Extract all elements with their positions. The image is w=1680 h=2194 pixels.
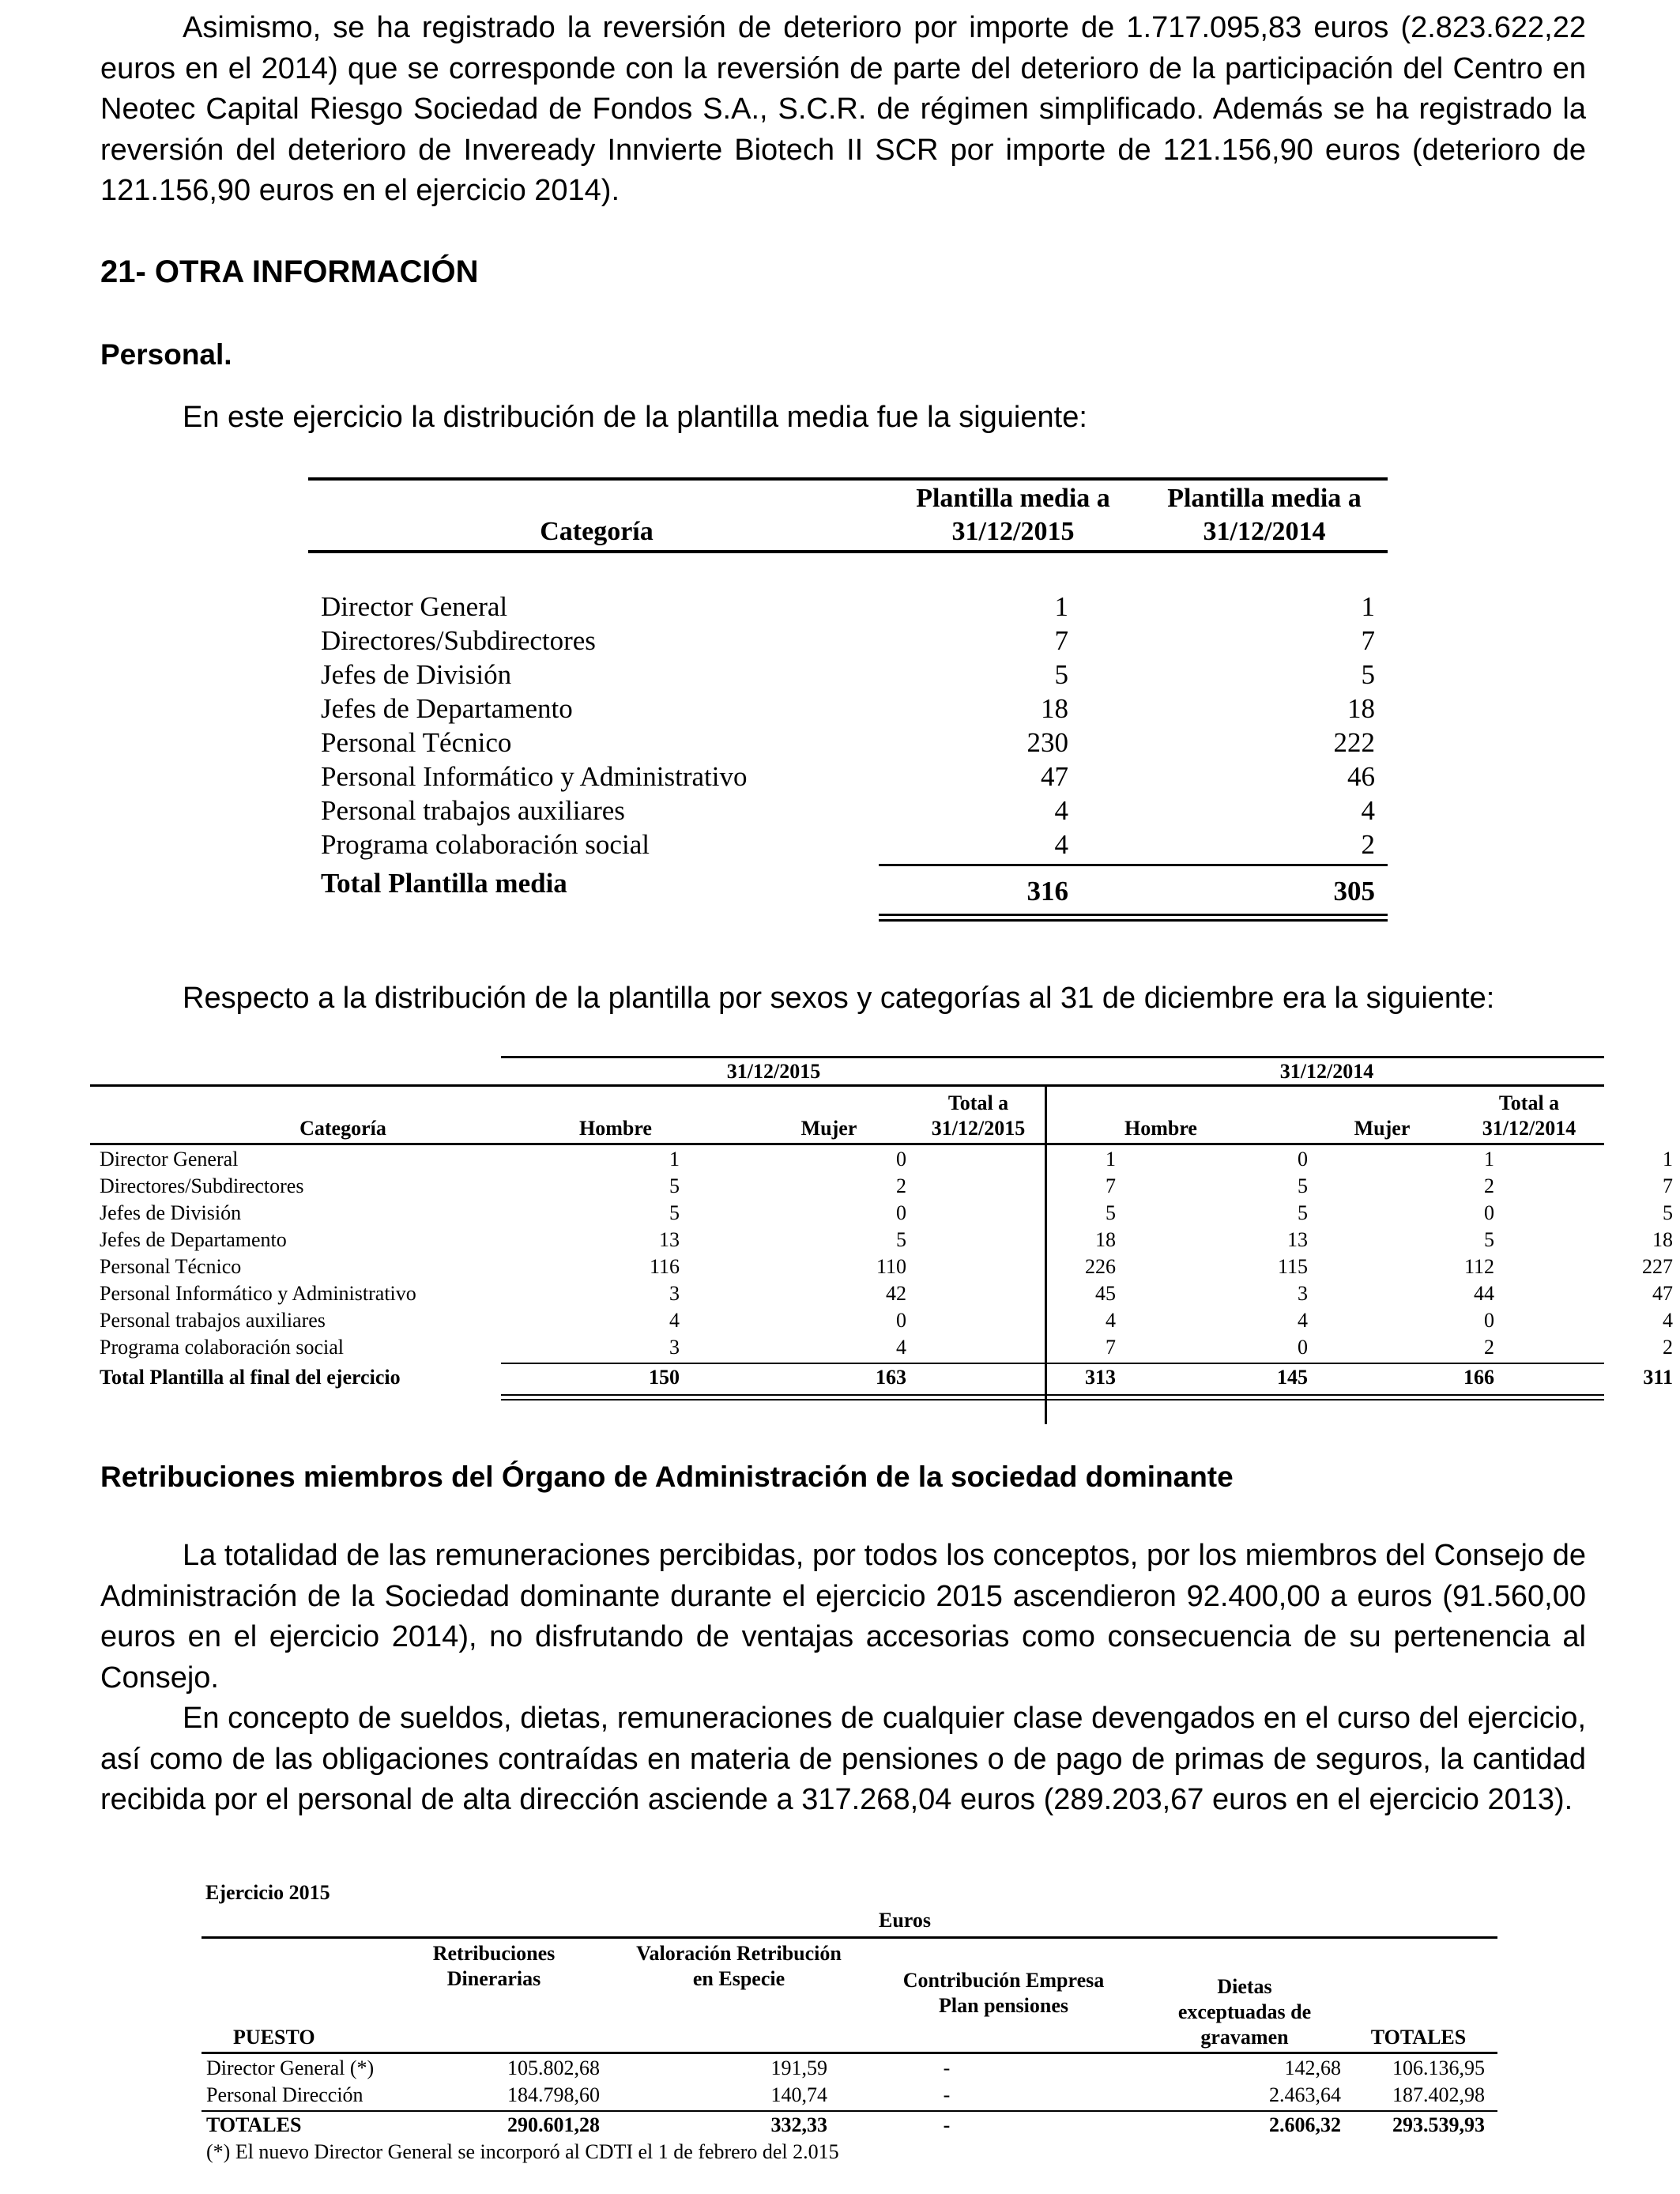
header-total-2014	[1454, 1091, 1604, 1141]
cell: 290.601,28	[507, 2113, 600, 2136]
cell: 47	[1652, 1282, 1673, 1305]
header-valoracion	[612, 1941, 865, 1992]
row-value-2015: 230	[1026, 727, 1068, 758]
row-value-2014: 4	[1361, 795, 1375, 826]
cell: 45	[1095, 1282, 1116, 1305]
cell: 142,68	[1284, 2056, 1341, 2079]
header-categoria: Categoría	[540, 517, 654, 546]
row-value-2015: 5	[1054, 659, 1068, 690]
cell: -	[943, 2113, 951, 2136]
header-mujer-2015: Mujer	[800, 1117, 857, 1140]
row-category: Personal Informático y Administrativo	[321, 761, 748, 792]
paragraph-reversion-text: Asimismo, se ha registrado la reversión de deterioro por importe de 1.717.095,83 euros (2.823.622,22 euros en el 2014) que se corresponde con la reversión de parte del deterioro de la participación del Centro en Neotec Capital Riesgo Sociedad de Fondos S.A., S.C.R. de régimen simplificado. Además se ha registrado la reversión del deterioro de Inveready Innvierte Biotech II SCR por importe de 121.156,90 euros (deterioro de 121.156,90 euros en el ejercicio 2014).	[100, 11, 1586, 207]
cell: 18	[1652, 1228, 1673, 1251]
row-value-2015: 4	[1054, 795, 1068, 826]
header-total-line2: 31/12/2015	[931, 1117, 1026, 1140]
header-total-line1: Total a	[947, 1091, 1009, 1114]
paragraph-retribuciones	[100, 1536, 1586, 1821]
header-total-line2: 31/12/2014	[1482, 1117, 1576, 1140]
cell: 227	[1642, 1255, 1673, 1278]
cell: 187.402,98	[1392, 2083, 1485, 2106]
header-euros: Euros	[879, 1909, 931, 1932]
paragraph-reversion	[100, 8, 1586, 212]
cell: 3	[1298, 1282, 1308, 1305]
cell: 2	[896, 1174, 906, 1197]
cell: 44	[1474, 1282, 1494, 1305]
table-row	[90, 1282, 1673, 1309]
cell: 5	[1298, 1174, 1308, 1197]
header-2014-line2: 31/12/2014	[1203, 517, 1326, 546]
cell: 4	[896, 1336, 906, 1359]
cell: 311	[1643, 1366, 1673, 1389]
table-rule	[501, 1363, 1604, 1364]
table-rule	[308, 550, 1388, 553]
header-hombre-2015: Hombre	[579, 1117, 652, 1140]
total-label: Total Plantilla media	[321, 868, 567, 899]
table3-caption: Ejercicio 2015	[205, 1881, 330, 1904]
row-category: Director General	[100, 1148, 239, 1171]
table-rule	[308, 477, 1388, 481]
footnote	[202, 2140, 1497, 2167]
header-2014	[1146, 482, 1383, 548]
header-line: Contribución Empresa	[902, 1969, 1105, 1992]
header-line: exceptuadas de	[1177, 2000, 1312, 2023]
table-row	[90, 1255, 1673, 1282]
header-totales: TOTALES	[1370, 2026, 1467, 2049]
header-line: Plan pensiones	[939, 1994, 1068, 2017]
table-row	[321, 727, 1388, 761]
cell: 1	[669, 1148, 680, 1171]
total-label: TOTALES	[206, 2113, 302, 2136]
cell: 5	[1484, 1228, 1494, 1251]
cell: 4	[1106, 1309, 1116, 1332]
table-rule	[202, 2110, 1497, 2112]
cell: 1	[1663, 1148, 1673, 1171]
cell: 5	[1106, 1201, 1116, 1224]
cell: 0	[1298, 1336, 1308, 1359]
total-value-2014: 305	[1333, 876, 1375, 907]
cell: 2	[1484, 1336, 1494, 1359]
cell: 5	[896, 1228, 906, 1251]
cell: 163	[876, 1366, 906, 1389]
intro-plantilla-sexos: Respecto a la distribución de la plantilla por sexos y categorías al 31 de diciembre era la siguiente:	[183, 982, 1495, 1015]
cell: 2	[1663, 1336, 1673, 1359]
cell: 150	[649, 1366, 680, 1389]
header-puesto: PUESTO	[233, 2026, 315, 2049]
cell: 112	[1463, 1255, 1494, 1278]
row-category: Programa colaboración social	[100, 1336, 344, 1359]
table-rule	[879, 919, 1388, 922]
table-row	[321, 625, 1388, 659]
cell: 145	[1277, 1366, 1308, 1389]
row-value-2014: 7	[1361, 625, 1375, 656]
row-value-2015: 47	[1041, 761, 1068, 792]
header-2015-line2: 31/12/2015	[951, 517, 1075, 546]
row-category: Jefes de Departamento	[100, 1228, 287, 1251]
row-value-2014: 18	[1347, 693, 1375, 724]
cell: 0	[896, 1201, 906, 1224]
cell: 5	[669, 1174, 680, 1197]
cell: 0	[896, 1148, 906, 1171]
header-contribucion	[873, 1968, 1134, 2019]
table-row	[90, 1201, 1673, 1228]
header-hombre-2014: Hombre	[1124, 1117, 1197, 1140]
table-rule	[90, 1084, 1604, 1087]
header-2015-line1: Plantilla media a	[916, 484, 1110, 513]
row-label: Personal Dirección	[206, 2083, 363, 2106]
cell: 7	[1106, 1336, 1116, 1359]
cell: 106.136,95	[1392, 2056, 1485, 2079]
personal-title: Personal.	[100, 338, 232, 371]
header-retribuciones	[399, 1941, 589, 1992]
row-category: Programa colaboración social	[321, 829, 650, 860]
row-value-2014: 222	[1333, 727, 1375, 758]
row-category: Personal Técnico	[321, 727, 512, 758]
cell: 4	[669, 1309, 680, 1332]
cell: 2	[1484, 1174, 1494, 1197]
row-category: Personal trabajos auxiliares	[321, 795, 625, 826]
header-line: en Especie	[692, 1967, 785, 1990]
cell: 5	[669, 1201, 680, 1224]
table-row	[321, 795, 1388, 829]
header-mujer-2014: Mujer	[1354, 1117, 1411, 1140]
cell: 116	[649, 1255, 680, 1278]
footnote-text: (*) El nuevo Director General se incorporó al CDTI el 1 de febrero del 2.015	[206, 2140, 839, 2163]
table-row	[202, 2083, 1497, 2110]
table-row	[321, 659, 1388, 693]
cell: 42	[886, 1282, 906, 1305]
header-categoria: Categoría	[299, 1117, 386, 1140]
row-value-2015: 4	[1054, 829, 1068, 860]
cell: 0	[1484, 1309, 1494, 1332]
table-rule	[202, 1936, 1497, 1939]
cell: 5	[1298, 1201, 1308, 1224]
table-rule	[501, 1394, 1604, 1396]
row-category: Directores/Subdirectores	[100, 1174, 304, 1197]
row-value-2014: 5	[1361, 659, 1375, 690]
row-value-2015: 1	[1054, 591, 1068, 622]
cell: 3	[669, 1336, 680, 1359]
total-row	[321, 868, 1388, 907]
header-line: Dietas	[1217, 1975, 1272, 1998]
table-row	[90, 1148, 1673, 1174]
cell: 0	[896, 1309, 906, 1332]
row-value-2015: 7	[1054, 625, 1068, 656]
cell: 2.606,32	[1269, 2113, 1341, 2136]
row-category: Personal Técnico	[100, 1255, 242, 1278]
paragraph-retribuciones-1: La totalidad de las remuneraciones percibidas, por todos los conceptos, por los miembros del Consejo de Administración de la Sociedad dominante durante el ejercicio 2015 ascendieron 92.400,00 a euros (91.560,00 euros en el ejercicio 2014), no disfrutando de ventajas accesorias como consecuencia de su pertenencia al Consejo.	[100, 1539, 1586, 1695]
total-label: Total Plantilla al final del ejercicio	[100, 1366, 401, 1389]
group-header-2015: 31/12/2015	[726, 1060, 821, 1083]
table-row	[321, 693, 1388, 727]
paragraph-retribuciones-2: En concepto de sueldos, dietas, remuneraciones de cualquier clase devengados en el curso del ejercicio, así como de las obligaciones contraídas en materia de pensiones o de pago de primas de seguros, la cantidad recibida por el personal de alta dirección asciende a 317.268,04 euros (289.203,67 euros en el ejercicio 2013).	[100, 1702, 1586, 1816]
row-category: Jefes de División	[321, 659, 512, 690]
header-2015	[895, 482, 1132, 548]
cell: 226	[1085, 1255, 1116, 1278]
cell: 7	[1663, 1174, 1673, 1197]
row-category: Jefes de División	[100, 1201, 242, 1224]
header-dietas	[1150, 1974, 1339, 2050]
table-rule	[879, 864, 1388, 866]
cell: 115	[1277, 1255, 1308, 1278]
table-row	[90, 1336, 1673, 1363]
cell: 4	[1663, 1309, 1673, 1332]
header-total-2015	[912, 1091, 1045, 1141]
cell: -	[943, 2083, 951, 2106]
cell: 105.802,68	[507, 2056, 600, 2079]
total-row	[90, 1366, 1673, 1393]
header-line: gravamen	[1200, 2026, 1289, 2049]
group-header-2014: 31/12/2014	[1279, 1060, 1374, 1083]
cell: 140,74	[770, 2083, 827, 2106]
cell: 3	[669, 1282, 680, 1305]
header-line: Retribuciones	[432, 1942, 556, 1965]
table-rule	[202, 2052, 1497, 2054]
cell: 13	[659, 1228, 680, 1251]
header-line: Valoración Retribución	[636, 1942, 842, 1965]
cell: 5	[1663, 1201, 1673, 1224]
row-category: Jefes de Departamento	[321, 693, 573, 724]
cell: 166	[1463, 1366, 1494, 1389]
table-row	[321, 591, 1388, 625]
row-category: Personal Informático y Administrativo	[100, 1282, 416, 1305]
cell: 13	[1287, 1228, 1308, 1251]
section-title: 21- OTRA INFORMACIÓN	[100, 254, 479, 289]
cell: 313	[1085, 1366, 1116, 1389]
total-row	[202, 2113, 1497, 2140]
cell: 0	[1484, 1201, 1494, 1224]
retribuciones-title: Retribuciones miembros del Órgano de Administración de la sociedad dominante	[100, 1461, 1234, 1493]
cell: 18	[1095, 1228, 1116, 1251]
table-row	[90, 1309, 1673, 1336]
total-value-2015: 316	[1026, 876, 1068, 907]
cell: -	[943, 2056, 951, 2079]
cell: 2.463,64	[1269, 2083, 1341, 2106]
row-category: Personal trabajos auxiliares	[100, 1309, 326, 1332]
table-row	[90, 1228, 1673, 1255]
table-row	[321, 761, 1388, 795]
row-value-2014: 46	[1347, 761, 1375, 792]
table-row	[202, 2056, 1497, 2083]
table-rule	[90, 1143, 1604, 1145]
table-rule	[501, 1399, 1604, 1400]
table-rule	[501, 1056, 1604, 1058]
row-value-2014: 2	[1361, 829, 1375, 860]
header-2014-line1: Plantilla media a	[1167, 484, 1362, 513]
cell: 293.539,93	[1392, 2113, 1485, 2136]
cell: 191,59	[770, 2056, 827, 2079]
row-value-2015: 18	[1041, 693, 1068, 724]
intro-plantilla-media: En este ejercicio la distribución de la plantilla media fue la siguiente:	[183, 401, 1087, 434]
row-category: Director General	[321, 591, 508, 622]
cell: 110	[876, 1255, 906, 1278]
row-label: Director General (*)	[206, 2056, 375, 2079]
cell: 4	[1298, 1309, 1308, 1332]
row-value-2014: 1	[1361, 591, 1375, 622]
table-rule	[879, 914, 1388, 916]
header-line: Dinerarias	[446, 1967, 541, 1990]
table-row	[90, 1174, 1673, 1201]
cell: 1	[1106, 1148, 1116, 1171]
cell: 1	[1484, 1148, 1494, 1171]
cell: 7	[1106, 1174, 1116, 1197]
row-category: Directores/Subdirectores	[321, 625, 596, 656]
cell: 332,33	[770, 2113, 827, 2136]
cell: 184.798,60	[507, 2083, 600, 2106]
cell: 0	[1298, 1148, 1308, 1171]
table-row	[321, 829, 1388, 863]
header-total-line1: Total a	[1498, 1091, 1560, 1114]
